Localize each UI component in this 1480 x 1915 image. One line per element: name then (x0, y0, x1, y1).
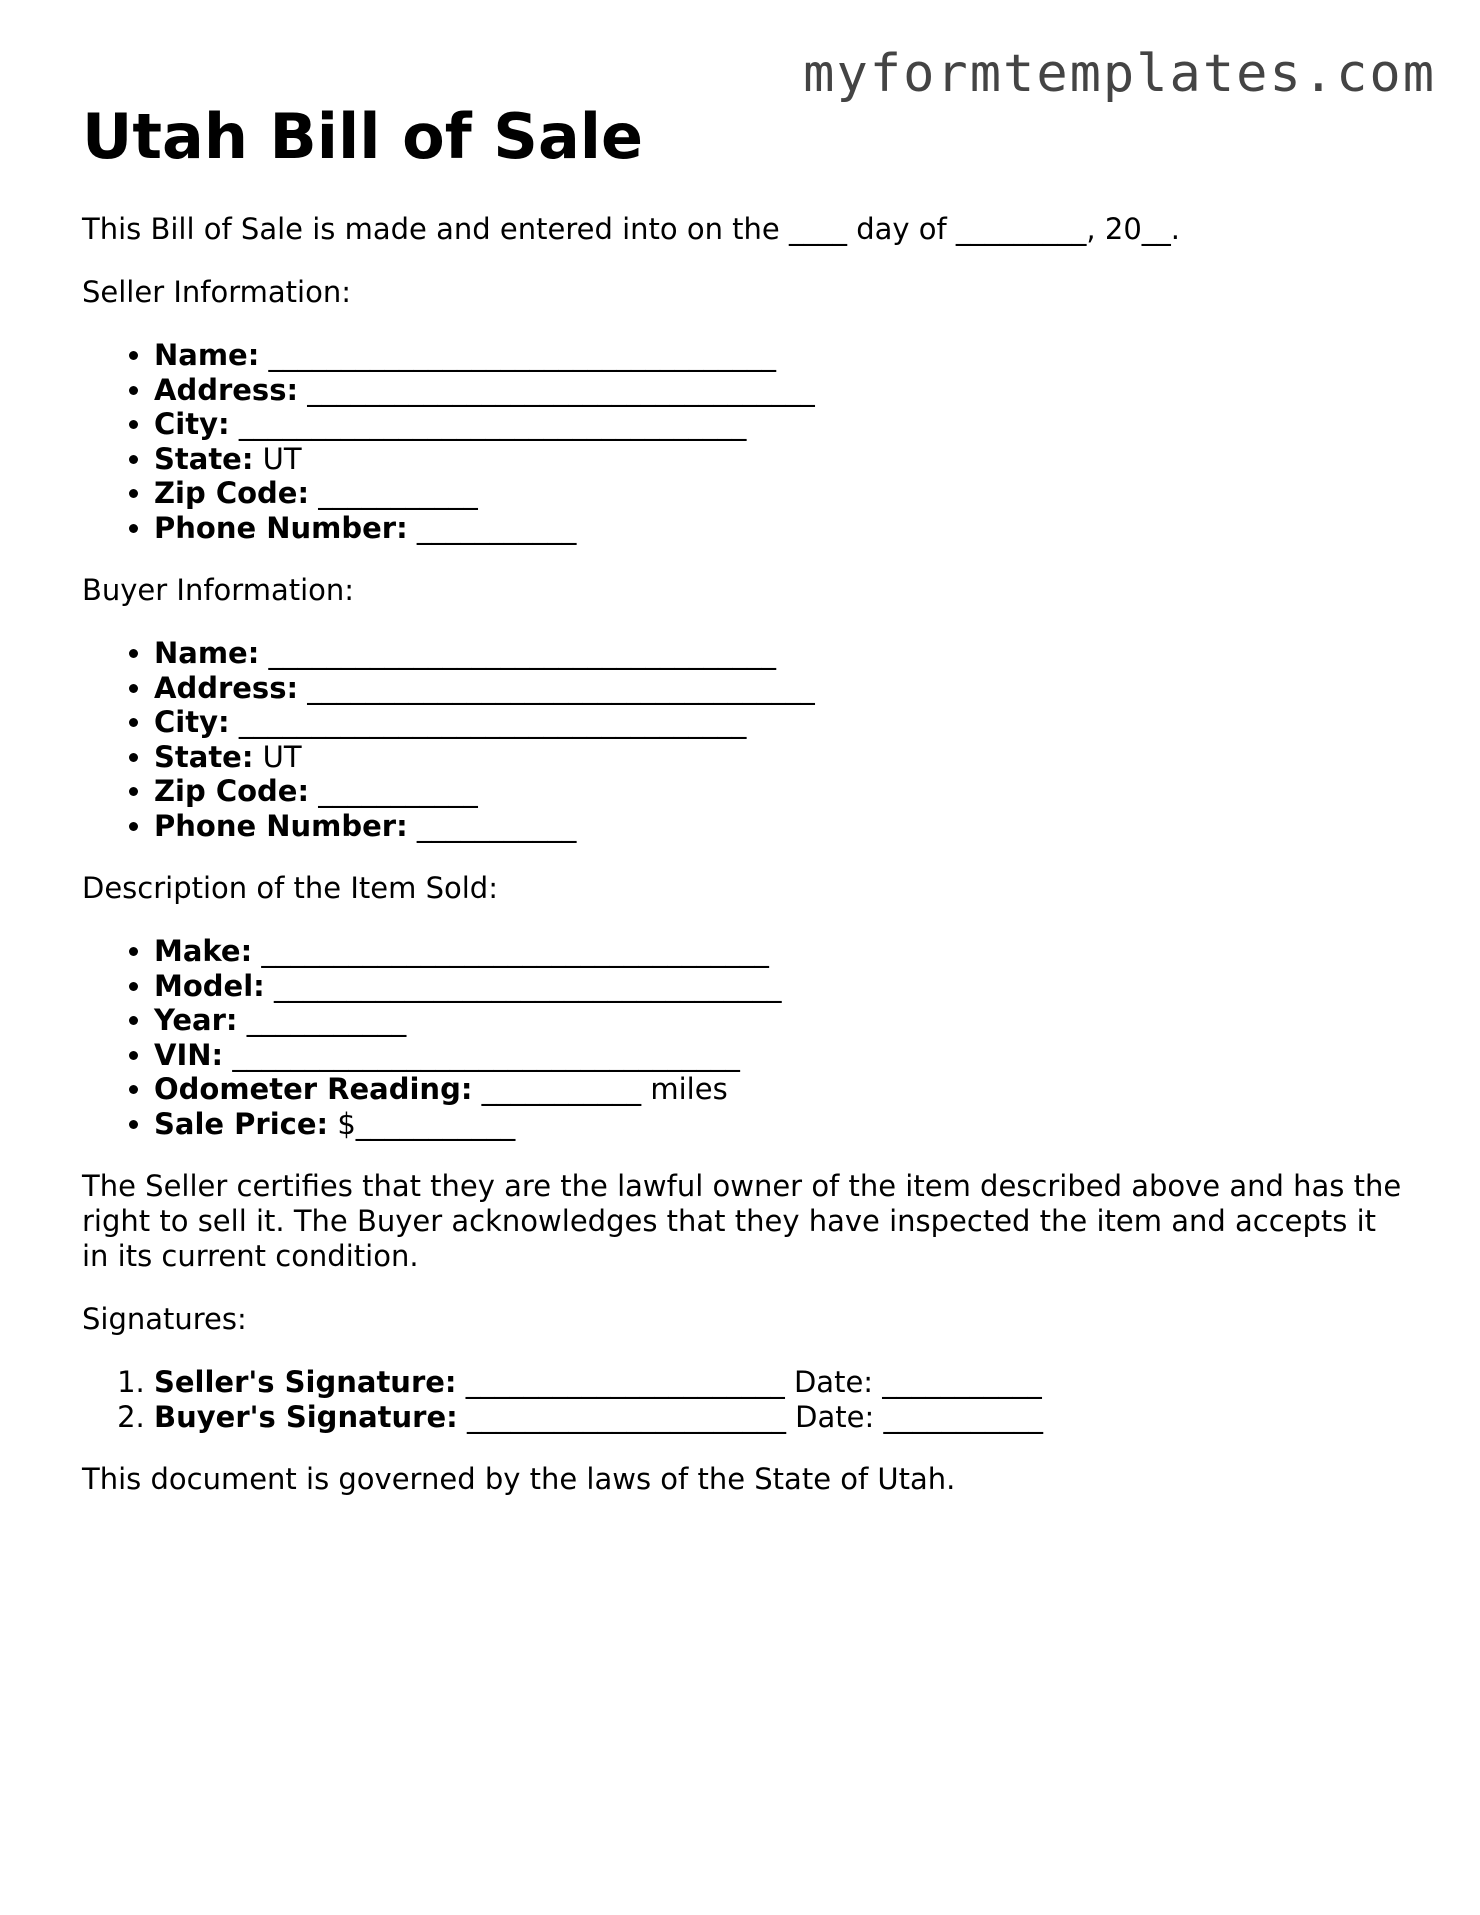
field-value: ___________________________________ (307, 372, 815, 407)
field-value: ______________________ Date: ___________ (466, 1399, 1043, 1434)
buyer-heading: Buyer Information: (82, 573, 355, 608)
seller-state-item (154, 442, 1422, 477)
buyer-address-item (154, 671, 1422, 706)
field-label: Zip Code: (154, 476, 310, 511)
field-value: ______________________ Date: ___________ (465, 1365, 1042, 1400)
field-value: ___________________________________ (268, 338, 777, 373)
field-label: State: (154, 739, 254, 774)
field-label: State: (154, 441, 254, 476)
field-value: ___________ (416, 808, 577, 843)
field-value: UT (262, 739, 302, 774)
seller-zip-item (154, 476, 1422, 511)
field-label: Model: (154, 968, 265, 1003)
seller-fields-list (82, 338, 1422, 545)
seller-name-item (154, 338, 1422, 373)
seller-address-item (154, 373, 1422, 408)
field-value: ___________________________________ (307, 670, 815, 705)
field-label: Address: (154, 670, 299, 705)
field-label: VIN: (154, 1037, 224, 1072)
field-value: ___________________________________ (238, 407, 747, 442)
item-year-item (154, 1003, 1422, 1038)
item-vin-item (154, 1038, 1422, 1073)
field-value: UT (262, 441, 302, 476)
buyer-phone-item (154, 809, 1422, 844)
field-value: ___________________________________ (238, 705, 747, 740)
field-label: City: (154, 705, 230, 740)
buyer-fields-list (82, 636, 1422, 843)
field-label: Sale Price: (154, 1106, 329, 1141)
field-label: Odometer Reading: (154, 1072, 473, 1107)
field-label: Seller's Signature: (154, 1365, 457, 1400)
field-value: ___________________________________ (232, 1037, 740, 1072)
field-label: Phone Number: (154, 808, 408, 843)
buyer-zip-item (154, 774, 1422, 809)
watermark-text: myformtemplates.com (803, 44, 1436, 104)
item-odometer-item (154, 1072, 1422, 1107)
intro-text: This Bill of Sale is made and entered into on the ____ day of _________, 20__. (82, 212, 1180, 247)
seller-city-item (154, 407, 1422, 442)
seller-heading: Seller Information: (82, 275, 351, 310)
item-make-item (154, 934, 1422, 969)
field-label: Year: (154, 1003, 238, 1038)
seller-phone-item (154, 511, 1422, 546)
field-label: Name: (154, 338, 260, 373)
item-fields-list (82, 934, 1422, 1141)
document-page (82, 100, 1422, 1497)
field-label: Phone Number: (154, 510, 408, 545)
field-value: ___________________________________ (273, 968, 782, 1003)
field-value: ___________ (318, 774, 478, 809)
buyer-signature-item (154, 1400, 1422, 1435)
seller-signature-item (154, 1365, 1422, 1400)
field-label: City: (154, 407, 230, 442)
signatures-heading: Signatures: (82, 1302, 247, 1337)
field-value: ___________ (246, 1003, 407, 1038)
field-label: Buyer's Signature: (154, 1399, 458, 1434)
field-value: ___________ miles (481, 1072, 728, 1107)
item-model-item (154, 969, 1422, 1004)
item-heading: Description of the Item Sold: (82, 871, 498, 906)
field-label: Name: (154, 636, 260, 671)
field-label: Address: (154, 372, 299, 407)
buyer-city-item (154, 705, 1422, 740)
governing-law-text: This document is governed by the laws of the State of Utah. (82, 1462, 956, 1497)
item-sale-price-item (154, 1107, 1422, 1142)
field-value: ___________________________________ (268, 636, 777, 671)
certification-text: The Seller certifies that they are the lawful owner of the item described above and has the right to sell it. The Buyer acknowledges that they have inspected the item and accepts it in its current condition. (82, 1169, 1402, 1274)
field-label: Zip Code: (154, 774, 310, 809)
field-value: ___________ (318, 476, 478, 511)
buyer-state-item (154, 740, 1422, 775)
field-value: ___________________________________ (261, 934, 769, 969)
field-value: $___________ (337, 1106, 516, 1141)
field-label: Make: (154, 934, 253, 969)
signatures-list (82, 1365, 1422, 1434)
field-value: ___________ (416, 510, 577, 545)
document-title: Utah Bill of Sale (82, 100, 644, 173)
buyer-name-item (154, 636, 1422, 671)
